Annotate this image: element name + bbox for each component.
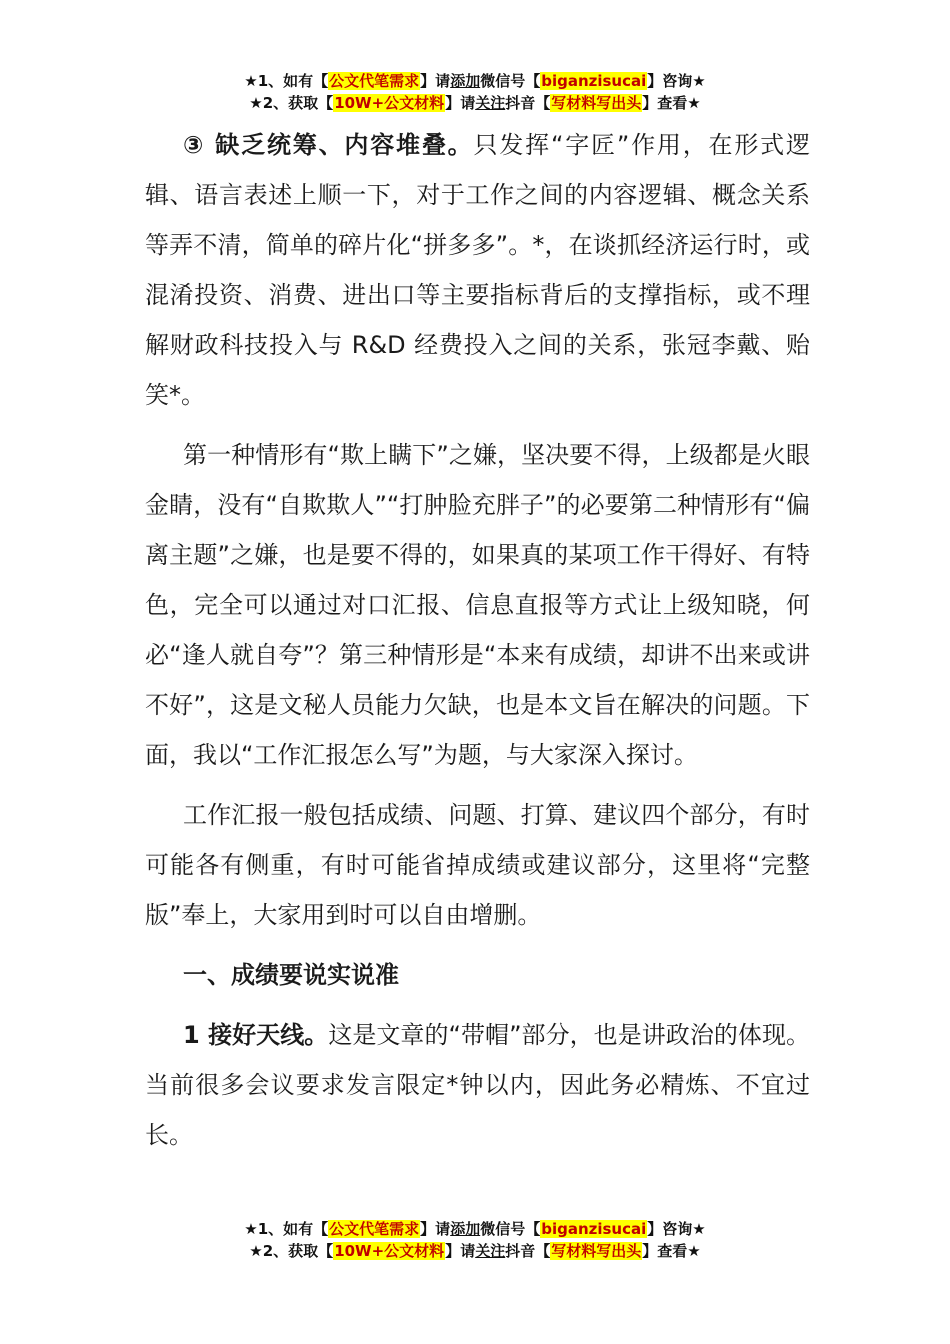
banner-text: 】请 — [445, 1242, 476, 1260]
banner-text: 微信号【 — [480, 1220, 541, 1238]
banner-underlined-text: 关注 — [475, 94, 506, 112]
paragraph-2: 第一种情形有“欺上瞒下”之嫌，坚决要不得，上级都是火眼金睛，没有“自欺欺人”“打肿脸充胖子”的必要第二种情形有“偏离主题”之嫌，也是要不得的，如果真的某项工作干得好、有特色，完全可以通过对口汇报、信息直报等方式让上级知晓，何必“逢人就自夸”？第三种情形是“本来有成绩，却讲不出来或讲不好”，这是文秘人员能力欠缺，也是本文旨在解决的问题。下面，我以“工作汇报怎么写”为题，与大家深入探讨。 — [145, 441, 810, 769]
banner-line-2 — [0, 1240, 950, 1262]
banner-text: 】请 — [445, 94, 476, 112]
paragraph-lead: 1 接好天线。 — [183, 1021, 329, 1049]
banner-text: 抖音【 — [505, 94, 551, 112]
banner-text: 】查看★ — [642, 1242, 701, 1260]
banner-underlined-text: 添加 — [450, 72, 481, 90]
banner-text: 】请 — [420, 1220, 451, 1238]
banner-highlight: 写材料写出头 — [551, 94, 642, 112]
paragraph-3: 工作汇报一般包括成绩、问题、打算、建议四个部分，有时可能各有侧重，有时可能省掉成绩或建议部分，这里将“完整版”奉上，大家用到时可以自由增删。 — [145, 801, 810, 929]
banner-line-1 — [0, 1218, 950, 1240]
banner-text: ★1、如有【 — [244, 1220, 329, 1238]
section-heading: 一、成绩要说实说准 — [183, 961, 399, 989]
banner-highlight: 写材料写出头 — [551, 1242, 642, 1260]
paragraph-1 — [145, 120, 810, 420]
footer-banner — [0, 1218, 950, 1262]
banner-highlight: 10W+公文材料 — [334, 1242, 445, 1260]
document-body — [145, 120, 810, 1160]
banner-highlight: 公文代笔需求 — [329, 1220, 420, 1238]
banner-line-1 — [0, 70, 950, 92]
banner-text: 微信号【 — [480, 72, 541, 90]
banner-highlight: biganzisucai — [541, 1220, 647, 1238]
paragraph-text: 只发挥“字匠”作用，在形式逻辑、语言表述上顺一下，对于工作之间的内容逻辑、概念关系等弄不清，简单的碎片化“拼多多”。*，在谈抓经济运行时，或混淆投资、消费、进出口等主要指标背后的支撑指标，或不理解财政科技投入与 R&D 经费投入之间的关系，张冠李戴、贻笑*。 — [145, 131, 810, 409]
paragraph-text: 这是文章的“带帽”部分，也是讲政治的体现。当前很多会议要求发言限定*钟以内，因此务必精炼、不宜过长。 — [145, 1021, 810, 1149]
banner-text: 】咨询★ — [647, 1220, 706, 1238]
banner-highlight: 10W+公文材料 — [334, 94, 445, 112]
banner-text: 】咨询★ — [647, 72, 706, 90]
paragraph-lead: ③ 缺乏统筹、内容堆叠。 — [183, 131, 474, 159]
banner-text: 】请 — [420, 72, 451, 90]
paragraph-4 — [145, 1010, 810, 1160]
banner-text: ★2、获取【 — [249, 94, 334, 112]
banner-highlight: 公文代笔需求 — [329, 72, 420, 90]
header-banner — [0, 70, 950, 114]
banner-text: 抖音【 — [505, 1242, 551, 1260]
banner-text: 】查看★ — [642, 94, 701, 112]
banner-text: ★2、获取【 — [249, 1242, 334, 1260]
banner-text: ★1、如有【 — [244, 72, 329, 90]
banner-underlined-text: 关注 — [475, 1242, 506, 1260]
banner-highlight: biganzisucai — [541, 72, 647, 90]
banner-underlined-text: 添加 — [450, 1220, 481, 1238]
banner-line-2 — [0, 92, 950, 114]
